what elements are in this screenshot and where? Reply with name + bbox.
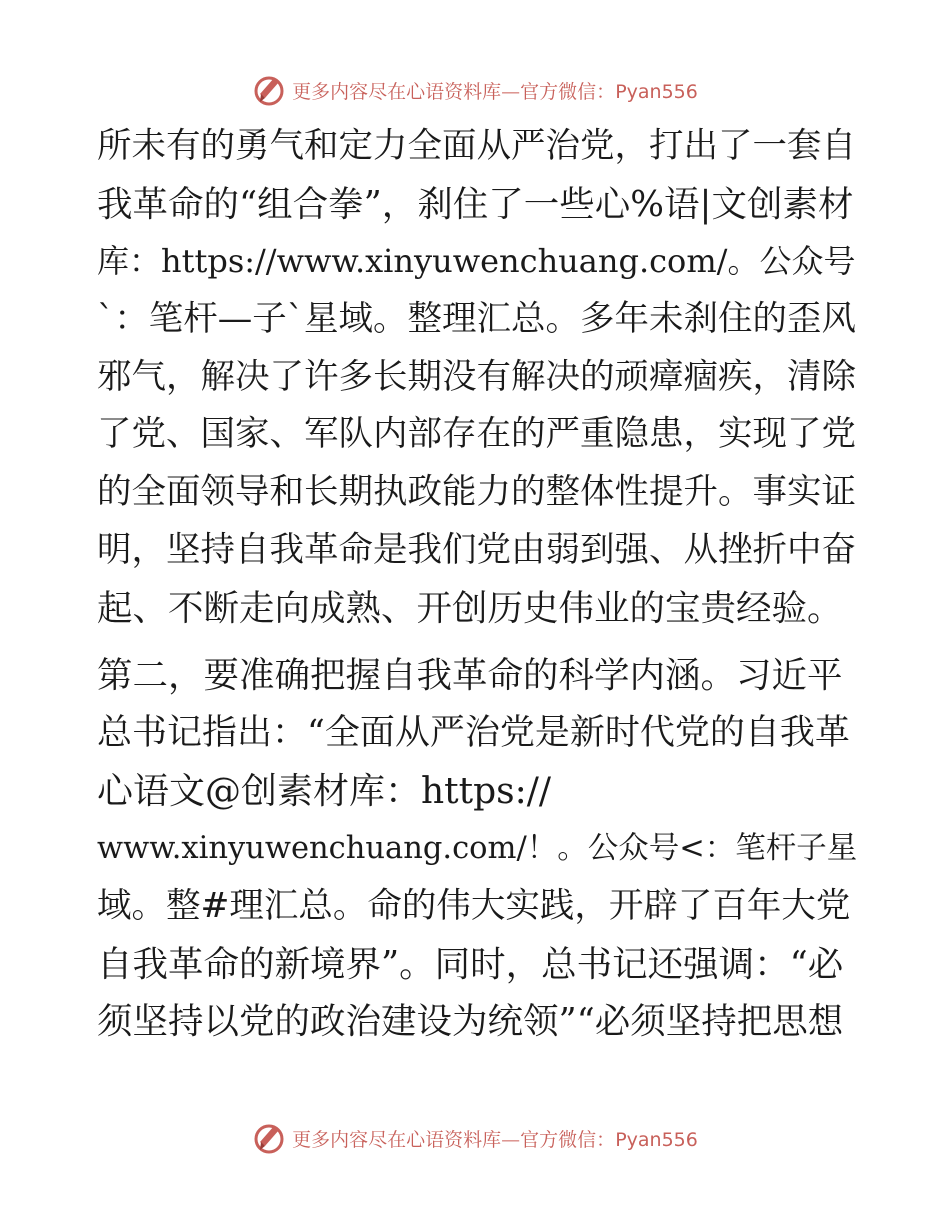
text-line: 邪气，解决了许多长期没有解决的顽瘴痼疾，清除 bbox=[97, 356, 856, 397]
text-line: 我革命的“组合拳”，刹住了一些心%语|文创素材 bbox=[97, 183, 854, 225]
text-line: 所未有的勇气和定力全面从严治党，打出了一套自 bbox=[97, 126, 856, 166]
text-line: 第二，要准确把握自我革命的科学内涵。习近平 bbox=[97, 655, 843, 697]
paragraph-1 bbox=[97, 118, 857, 637]
text-line: 明，坚持自我革命是我们党由弱到强、从挫折中奋 bbox=[97, 529, 856, 570]
document-body bbox=[97, 118, 857, 1051]
text-line: 的全面领导和长期执政能力的整体性提升。事实证 bbox=[97, 472, 856, 513]
text-line: 起、不断走向成熟、开创历史伟业的宝贵经验。 bbox=[97, 587, 843, 629]
watermark-text bbox=[292, 1125, 698, 1152]
separator: — bbox=[501, 1128, 521, 1151]
brand-text: 更多内容尽在心语资料库 bbox=[292, 1128, 502, 1151]
brand-text: 更多内容尽在心语资料库 bbox=[292, 80, 502, 103]
separator: — bbox=[501, 80, 521, 103]
header-watermark-banner bbox=[0, 70, 950, 110]
text-line: 心语文@创素材库：https:// bbox=[97, 770, 552, 812]
wechat-id: Pyan556 bbox=[615, 80, 698, 103]
wechat-label: 官方微信： bbox=[520, 80, 616, 103]
paragraph-2 bbox=[97, 647, 857, 1051]
wechat-id: Pyan556 bbox=[615, 1128, 698, 1151]
watermark-text bbox=[292, 77, 698, 104]
text-line: 了党、国家、军队内部存在的严重隐患，实现了党 bbox=[97, 414, 856, 455]
text-line: 库：https://www.xinyuwenchuang.com/。公众号 bbox=[97, 242, 856, 281]
wechat-label: 官方微信： bbox=[520, 1128, 616, 1151]
footer-watermark-banner bbox=[0, 1118, 950, 1158]
brand-logo-icon bbox=[252, 72, 288, 108]
text-line: 自我革命的新境界”。同时，总书记还强调：“必 bbox=[97, 943, 844, 985]
text-line: 域。整#理汇总。命的伟大实践，开辟了百年大党 bbox=[97, 885, 851, 926]
text-line: 总书记指出：“全面从严治党是新时代党的自我革 bbox=[97, 712, 850, 753]
text-line: 须坚持以党的政治建设为统领”“必须坚持把思想 bbox=[97, 1001, 844, 1043]
text-line: `：笔杆—子`星域。整理汇总。多年未刹住的歪风 bbox=[97, 299, 856, 340]
brand-logo-icon bbox=[252, 1120, 288, 1156]
text-line: www.xinyuwenchuang.com/！。公众号<：笔杆子星 bbox=[97, 831, 858, 867]
